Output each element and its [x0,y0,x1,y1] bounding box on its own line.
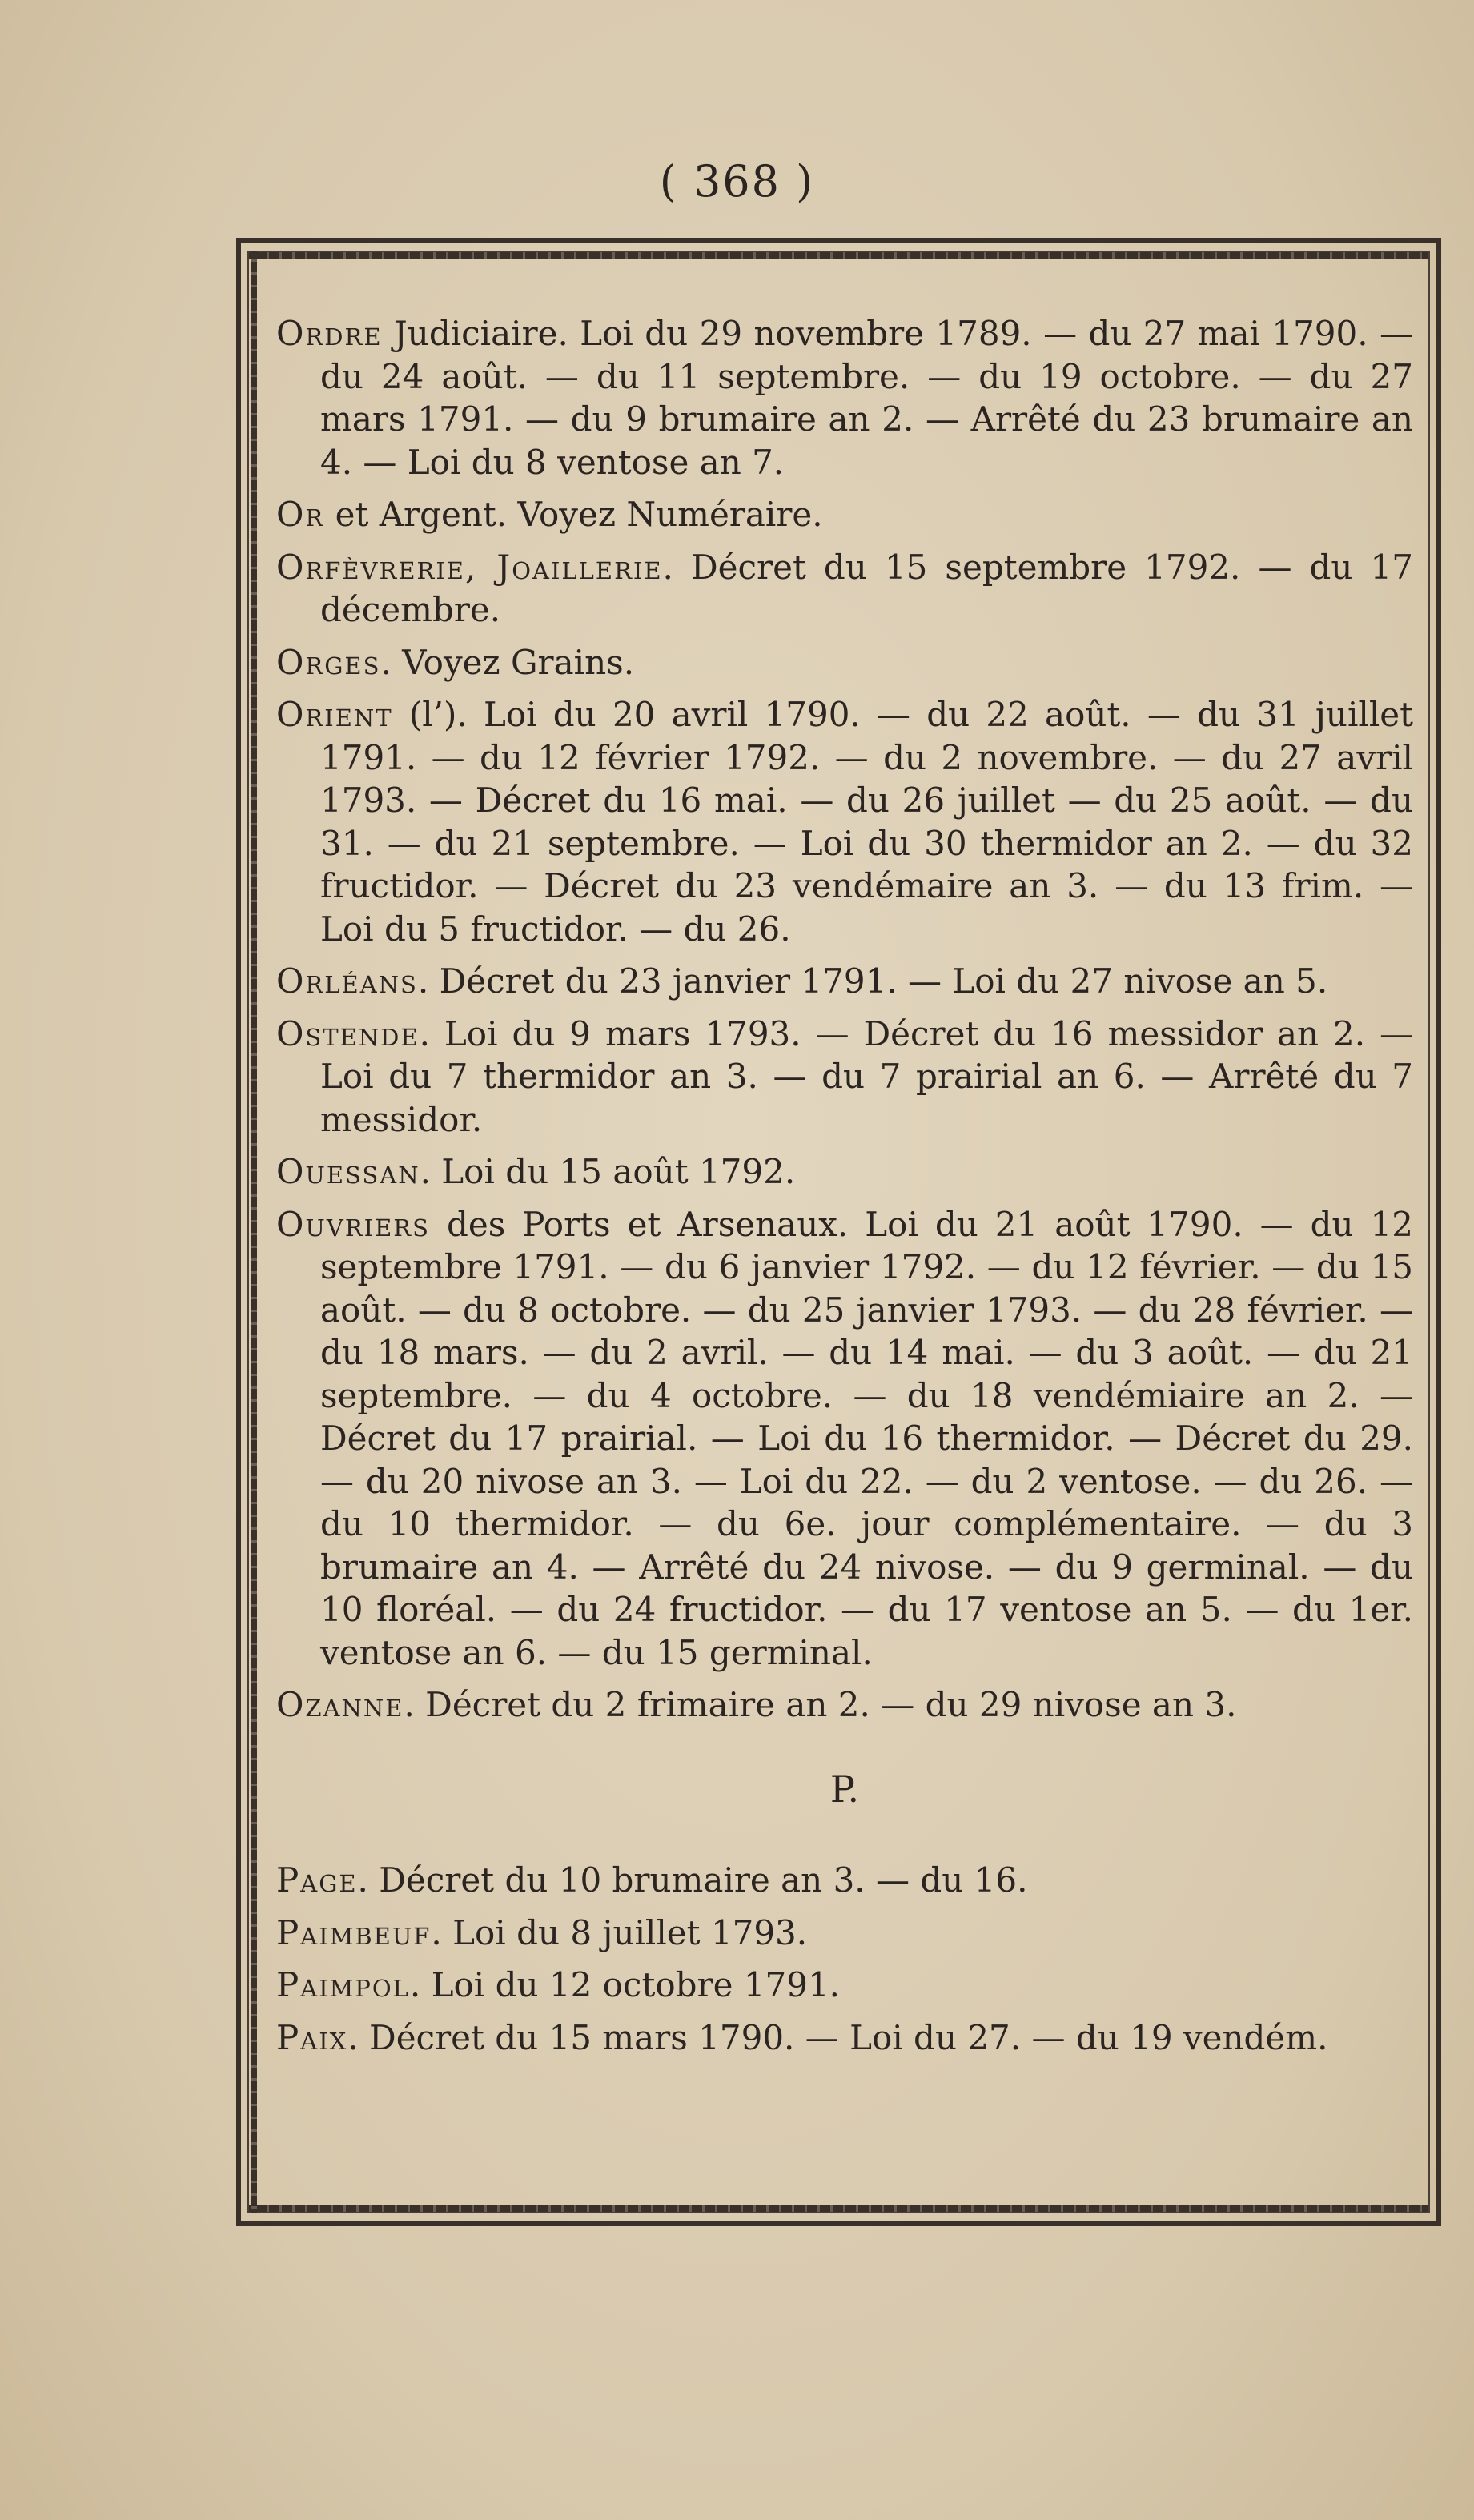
entry-text: . Décret du 23 janvier 1791. — Loi du 27 nivose an 5. [417,961,1328,1001]
index-content [276,312,1413,2069]
entry-head: Ordre [276,314,383,353]
index-entry [276,1150,1413,1194]
entry-head: Ostende [276,1013,420,1053]
entry-text: Judiciaire. Loi du 29 novembre 1789. — du 27 mai 1790. — du 24 août. — du 11 septembre. — du 19 octobre. — du 27 mars 1791. — du 9 brumaire an 2. — Arrêté du 23 brumaire an 4. — Loi du 8 ventose an 7. [320,314,1413,482]
entry-text: des Ports et Arsenaux. Loi du 21 août 1790. — du 12 septembre 1791. — du 6 janvier 1792. — du 12 février. — du 15 août. — du 8 octobre. — du 25 janvier 1793. — du 28 février. — du 18 mars. — du 2 avril. — du 14 mai. — du 3 août. — du 21 septembre. — du 4 octobre. — du 18 vendémiaire an 2. — Décret du 17 prairial. — Loi du 16 thermidor. — Décret du 29. — du 20 nivose an 3. — Loi du 22. — du 2 ventose. — du 26. — du 10 thermidor. — du 6e. jour complémentaire. — du 3 brumaire an 4. — Arrêté du 24 nivose. — du 9 germinal. — du 10 floréal. — du 24 fructidor. — du 17 ventose an 5. — du 1er. ventose an 6. — du 15 germinal. [320,1204,1413,1672]
section-heading: P. [829,1767,860,1811]
entry-head: Paix [276,2017,348,2057]
index-entry [276,1683,1413,1727]
entry-text: . Loi du 9 mars 1793. — Décret du 16 messidor an 2. — Loi du 7 thermidor an 3. — du 7 prairial an 6. — Arrêté du 7 messidor. [320,1013,1413,1139]
index-entry [276,1859,1413,1902]
entry-head: Or [276,495,325,534]
frame-ornament-top [249,252,1428,259]
index-entry [276,1912,1413,1955]
index-entry [276,312,1413,484]
entry-text: . Décret du 10 brumaire an 3. — du 16. [357,1860,1028,1900]
entry-text: . Voyez Grains. [380,642,635,682]
index-entry [276,493,1413,536]
entry-text: . Décret du 15 mars 1790. — Loi du 27. — du 19 vendém. [347,2017,1328,2057]
entry-text: . Loi du 8 juillet 1793. [431,1912,808,1952]
index-entry [276,693,1413,950]
frame-ornament-left [251,251,257,2213]
entry-head: Ozanne [276,1685,404,1724]
entry-text: et Argent. Voyez Numéraire. [324,495,823,534]
entry-head: Orléans [276,961,418,1001]
entry-head: Orfèvrerie, Joaillerie [276,547,663,587]
section-p-entries [276,1859,1413,2059]
entry-head: Orient [276,695,393,734]
entry-head: Ouessan [276,1152,420,1191]
entry-text: . Décret du 2 frimaire an 2. — du 29 nivose an 3. [404,1685,1237,1724]
entry-head: Paimbeuf [276,1912,432,1952]
entry-text: . Décret du 15 septembre 1792. — du 17 décembre. [320,547,1413,629]
index-entry [276,2016,1413,2060]
page-number: ( 368 ) [659,156,815,207]
entry-head: Page [276,1860,358,1900]
entry-head: Ouvriers [276,1204,430,1244]
entry-text: (l’). Loi du 20 avril 1790. — du 22 août. — du 31 juillet 1791. — du 12 février 1792. — du 2 novembre. — du 27 avril 1793. — Décret du 16 mai. — du 26 juillet — du 25 août. — du 31. — du 21 septembre. — Loi du 30 thermidor an 2. — du 32 fructidor. — Décret du 23 vendémaire an 3. — du 13 frim. — Loi du 5 fructidor. — du 26. [320,695,1413,949]
index-entry [276,546,1413,632]
entry-text: . Loi du 15 août 1792. [420,1152,796,1191]
index-entry [276,1964,1413,2007]
entry-head: Paimpol [276,1965,410,2004]
entry-head: Orges [276,642,381,682]
index-entry [276,1013,1413,1142]
entry-text: . Loi du 12 octobre 1791. [409,1965,841,2004]
index-entry [276,1203,1413,1675]
index-entry [276,641,1413,684]
index-entry [276,960,1413,1003]
frame-ornament-bottom [249,2205,1428,2212]
